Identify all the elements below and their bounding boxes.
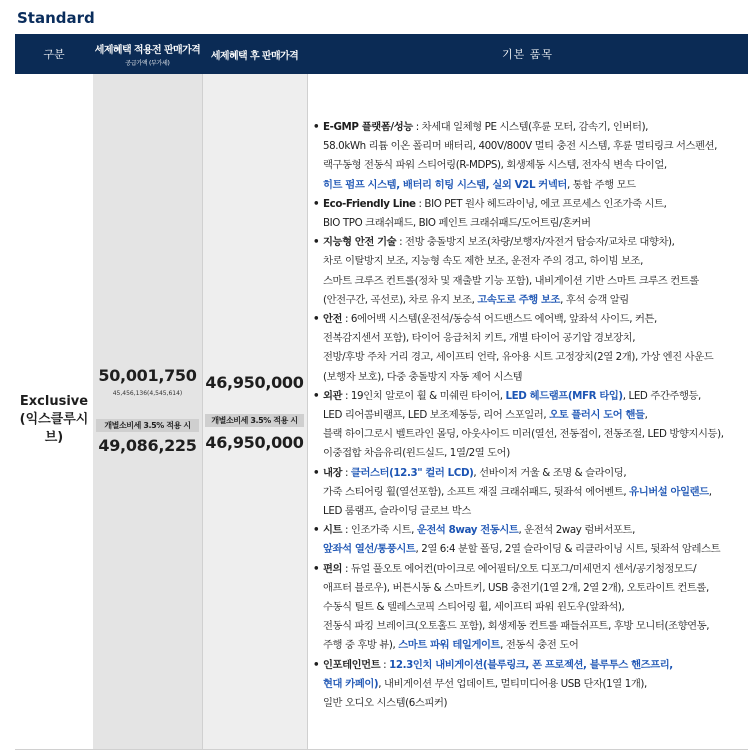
- feature-line: [323, 137, 748, 156]
- feature-text: 랙구동형 전동식 파워 스티어링(R-MDPS), 회생제동 시스템, 전자식 변속 다이얼,: [323, 159, 667, 172]
- feature-text: : 19인치 알로이 휠 & 미쉐린 타이어,: [342, 389, 506, 402]
- feature-text: 58.0kWh 리튬 이온 폴리머 배터리, 400V/800V 멀티 충전 시스템, 후륜 멀티링크 서스펜션,: [323, 140, 718, 153]
- feature-text: :: [380, 658, 390, 671]
- feature-line: [323, 214, 748, 233]
- feature-text: , 2열 6:4 분할 폴딩, 2열 슬라이딩 & 리클라이닝 시트, 뒷좌석 암레스트: [415, 543, 721, 556]
- feature-highlight: 유니버설 아일랜드: [629, 485, 709, 498]
- feature-line: [323, 233, 748, 252]
- price-before-column: [93, 74, 202, 750]
- feature-text: (안전구간, 곡선로), 차로 유지 보조,: [323, 293, 478, 306]
- feature-text: 애프터 블로우), 버튼시동 & 스마트키, USB 충전기(1열 2개, 2열 2개), 오토라이트 컨트롤,: [323, 581, 709, 594]
- feature-item: [312, 656, 748, 714]
- feature-line: [323, 502, 748, 521]
- feature-text: 일반 오디오 시스템(6스피커): [323, 697, 448, 710]
- feature-item: [312, 464, 748, 522]
- feature-line: [323, 579, 748, 598]
- feature-text: 전동식 파킹 브레이크(오토홀드 포함), 회생제동 컨트롤 패들쉬프트, 후방 모니터(조향연동,: [323, 620, 710, 633]
- feature-highlight: 현대 카페이): [323, 677, 379, 690]
- feature-text: , 통합 주행 모드: [566, 178, 636, 191]
- column-divider: [202, 74, 203, 750]
- feature-highlight: 운전석 8way 전동시트: [416, 524, 519, 537]
- feature-text: 전복감지센서 포함), 타이어 응급처치 키트, 개별 타이어 공기압 경보장치,: [323, 332, 636, 345]
- feature-item: [312, 560, 748, 656]
- feature-line: [323, 425, 748, 444]
- feature-category: E-GMP 플랫폼/성능: [323, 121, 413, 133]
- feature-text: LED 룸램프, 슬라이딩 글로브 박스: [323, 505, 471, 518]
- price-after-tax-label: 개별소비세 3.5% 적용 시: [205, 414, 304, 427]
- feature-highlight: LED 헤드램프(MFR 타입): [505, 389, 623, 402]
- feature-line: [323, 464, 748, 483]
- trim-name: [15, 393, 93, 447]
- feature-item: [312, 195, 748, 233]
- feature-text: 주행 중 후방 뷰),: [323, 639, 399, 652]
- price-before-main: 50,001,750: [98, 366, 197, 385]
- feature-text: , 후석 승객 알림: [560, 293, 629, 306]
- feature-line: [323, 176, 748, 195]
- feature-text: : 차세대 일체형 PE 시스템(후륜 모터, 감속기, 인버터),: [412, 121, 649, 133]
- price-after-main: 46,950,000: [205, 373, 304, 392]
- feature-category: Eco-Friendly Line: [323, 197, 416, 210]
- feature-item: [312, 387, 748, 464]
- feature-line: [323, 444, 748, 463]
- feature-highlight: 앞좌석 열선/통풍시트: [323, 543, 416, 556]
- feature-category: 내장: [323, 466, 343, 479]
- feature-text: 스마트 크루즈 컨트롤(정차 및 재출발 기능 포함), 내비게이션 기반 스마트 크루즈 컨트롤: [323, 274, 699, 287]
- feature-line: [323, 387, 748, 406]
- feature-text: :: [342, 466, 351, 479]
- feature-line: [323, 291, 748, 310]
- feature-text: LED 리어콤비램프, LED 보조제동등, 리어 스포일러,: [323, 409, 550, 422]
- feature-category: 외관: [323, 389, 343, 402]
- section-title: Standard: [17, 9, 95, 27]
- feature-text: (보행자 보호), 다중 충돌방지 자동 제어 시스템: [323, 370, 523, 383]
- feature-line: [323, 310, 748, 329]
- price-after-after-tax: 46,950,000: [205, 433, 304, 452]
- feature-line: [323, 636, 748, 655]
- feature-highlight: 고속도로 주행 보조: [477, 293, 561, 306]
- feature-text: : 인조가죽 시트,: [342, 524, 417, 537]
- feature-text: , LED 주간주행등,: [622, 389, 701, 402]
- feature-text: , 선바이저 거울 & 조명 & 슬라이딩,: [473, 466, 627, 479]
- feature-text: , 내비게이션 무선 업데이트, 멀티미디어용 USB 단자(1열 1개),: [378, 677, 647, 690]
- feature-category: 인포테인먼트: [323, 658, 381, 671]
- feature-list: [312, 118, 748, 713]
- feature-category: 안전: [323, 313, 343, 326]
- header-price-before-tax-benefit: [93, 34, 202, 74]
- feature-text: : 6에어백 시스템(운전석/동승석 어드밴스드 에어백, 앞좌석 사이드, 커튼,: [342, 313, 657, 326]
- feature-item: [312, 233, 748, 310]
- feature-highlight: 스마트 파워 테일게이트: [398, 639, 501, 652]
- feature-line: [323, 521, 748, 540]
- feature-text: : 전방 충돌방지 보조(차량/보행자/자전거 탑승자/교차로 대향차),: [396, 236, 675, 249]
- feature-line: [323, 560, 748, 579]
- feature-line: [323, 156, 748, 175]
- feature-line: [323, 656, 748, 675]
- feature-item: [312, 310, 748, 387]
- feature-text: , 운전석 2way 럼버서포트,: [518, 524, 635, 537]
- feature-category: 편의: [323, 562, 343, 575]
- feature-text: 차로 이탈방지 보조, 지능형 속도 제한 보조, 운전자 주의 경고, 하이빔 보조,: [323, 255, 643, 268]
- feature-text: : 듀얼 풀오토 에어컨(마이크로 에어필터/오토 디포그/미세먼지 센서/공기청정모드/: [342, 562, 697, 575]
- feature-text: 전방/후방 주차 거리 경고, 세이프티 언락, 유아용 시트 고정장치(2열 2개), 가상 엔진 사운드: [323, 351, 714, 364]
- feature-line: [323, 617, 748, 636]
- feature-line: [323, 406, 748, 425]
- feature-text: : BIO PET 원사 헤드라이닝, 에코 프로세스 인조가죽 시트,: [415, 197, 667, 210]
- feature-line: [323, 118, 748, 137]
- column-divider: [307, 74, 308, 750]
- feature-category: 지능형 안전 기술: [323, 236, 397, 249]
- feature-text: , 전동식 충전 도어: [500, 639, 579, 652]
- price-before-after-tax: 49,086,225: [98, 436, 197, 455]
- feature-text: 수동식 틸트 & 텔레스코픽 스티어링 휠, 세이프티 파워 윈도우(앞좌석),: [323, 601, 625, 614]
- feature-text: 가죽 스티어링 휠(열선포함), 소프트 재질 크래쉬패드, 뒷좌석 에어벤트,: [323, 485, 630, 498]
- feature-category: 시트: [323, 524, 343, 537]
- feature-item: [312, 118, 748, 195]
- feature-line: [323, 675, 748, 694]
- feature-text: 블랙 하이그로시 벨트라인 몰딩, 아웃사이드 미러(열선, 전동접이, 전동조절, LED 방향지시등),: [323, 428, 724, 441]
- feature-text: ,: [644, 409, 648, 422]
- header-price-after-tax-benefit: 세제혜택 후 판매가격: [210, 50, 299, 62]
- feature-highlight: 히트 펌프 시스템, 배터리 히팅 시스템, 실외 V2L 커넥터: [323, 178, 567, 191]
- feature-line: [323, 195, 748, 214]
- price-before-tax-label: 개별소비세 3.5% 적용 시: [96, 419, 199, 432]
- feature-line: [323, 368, 748, 387]
- feature-line: [323, 348, 748, 367]
- header-price-before-label: 세제혜택 적용전 판매가격: [94, 45, 201, 56]
- price-before-supply: 45,456,136(4,545,614): [112, 390, 183, 397]
- header-category: 구분: [43, 48, 65, 61]
- feature-text: ,: [708, 485, 712, 498]
- feature-highlight: 12.3인치 내비게이션(블루링크, 폰 프로젝션, 블루투스 핸즈프리,: [389, 658, 673, 671]
- feature-line: [323, 252, 748, 271]
- feature-line: [323, 598, 748, 617]
- trim-name-ko: (익스클루시브): [19, 412, 89, 445]
- feature-line: [323, 540, 748, 559]
- feature-text: 이중접합 차음유리(윈드실드, 1열/2열 도어): [323, 447, 510, 460]
- feature-line: [323, 483, 748, 502]
- feature-highlight: 오토 플러시 도어 핸들: [549, 409, 645, 422]
- feature-line: [323, 272, 748, 291]
- header-basic-items: 기본 품목: [501, 48, 553, 61]
- feature-item: [312, 521, 748, 559]
- feature-line: [323, 329, 748, 348]
- feature-highlight: 클러스터(12.3" 컬러 LCD): [350, 466, 474, 479]
- table-header: [15, 34, 748, 74]
- feature-text: BIO TPO 크래쉬패드, BIO 페인트 크래쉬패드/도어트림/혼커버: [323, 217, 591, 230]
- header-price-before-sub: 공급가액 (부가세): [125, 60, 170, 67]
- trim-name-en: Exclusive: [19, 394, 89, 409]
- feature-line: [323, 694, 748, 713]
- price-after-column: [202, 74, 307, 750]
